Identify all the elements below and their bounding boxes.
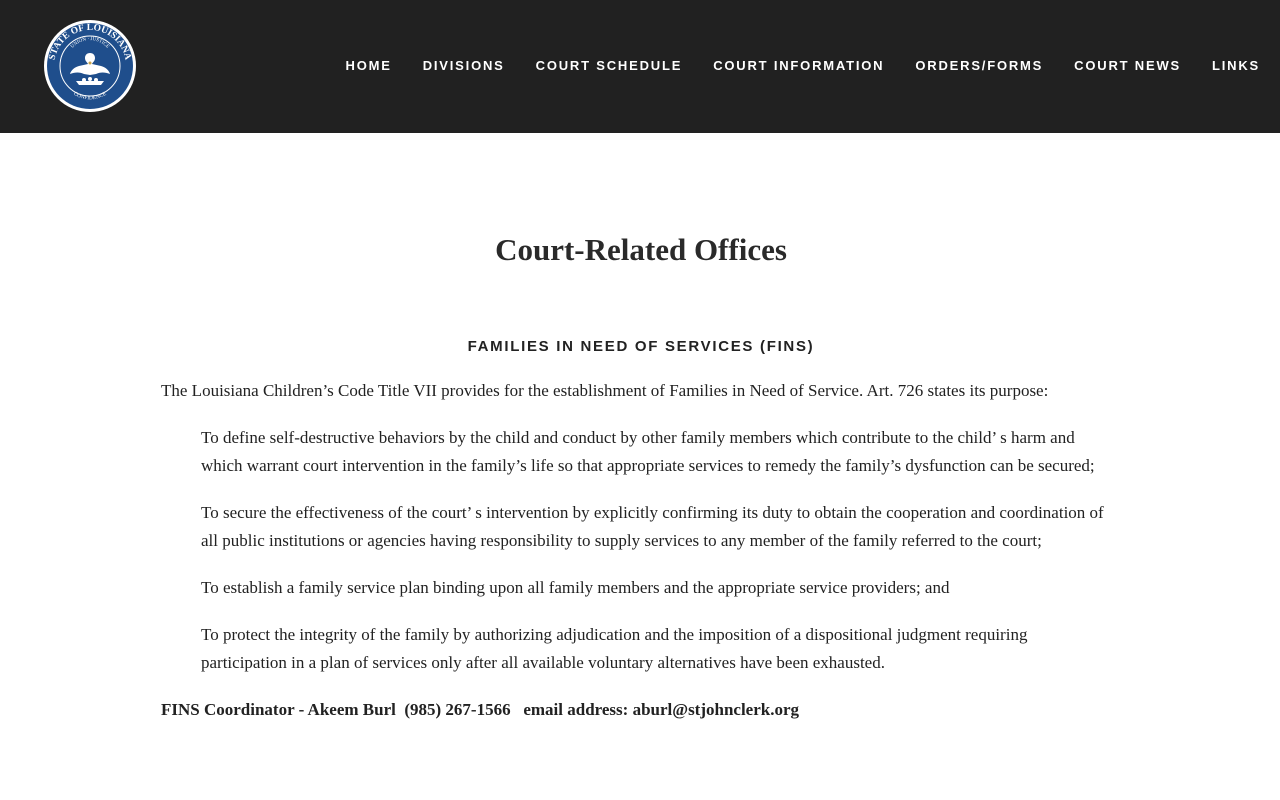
page-title: Court-Related Offices	[495, 232, 787, 267]
intro-paragraph: The Louisiana Children’s Code Title VII provides for the establishment of Families in Need of Service. Art. 726 states its purpose:	[161, 380, 1049, 400]
nav-home[interactable]: HOME	[345, 58, 392, 73]
svg-text:UNION · JUSTICE: UNION · JUSTICE	[70, 36, 110, 50]
nav-divisions[interactable]: DIVISIONS	[422, 58, 505, 73]
nav-court-information[interactable]: COURT INFORMATION	[713, 58, 885, 73]
section-heading: FAMILIES IN NEED OF SERVICES (FINS)	[467, 338, 815, 356]
purpose-item: To define self-destructive behaviors by the child and conduct by other family members which contribute to the child’ s harm and which warrant court intervention in the family’s life so that appropriate services to remedy the family’s dysfunction can be secured;	[201, 427, 1095, 475]
svg-text:STATE OF LOUISIANA: STATE OF LOUISIANA	[47, 22, 133, 61]
main-nav	[346, 58, 1261, 73]
nav-court-news[interactable]: COURT NEWS	[1074, 58, 1181, 73]
purpose-item: To protect the integrity of the family by authorizing adjudication and the imposition of a dispositional judgment requiring participation in a plan of services only after all available voluntary alternatives have been exhausted.	[201, 624, 1028, 672]
nav-links[interactable]: LINKS	[1212, 58, 1260, 73]
site-header	[0, 0, 1280, 133]
fins-contact-info: FINS Coordinator - Akeem Burl (985) 267-1566 email address: aburl@stjohnclerk.org	[161, 699, 800, 719]
purpose-item: To secure the effectiveness of the court’ s intervention by explicitly confirming its duty to obtain the cooperation and coordination of all public institutions or agencies having responsibility to supply services to any member of the family referred to the court;	[201, 502, 1104, 550]
nav-court-schedule[interactable]: COURT SCHEDULE	[535, 58, 683, 73]
svg-text:CONFIDENCE: CONFIDENCE	[72, 90, 108, 102]
purpose-list	[161, 424, 1121, 677]
main-content	[159, 133, 1121, 724]
louisiana-seal-icon	[43, 19, 137, 113]
nav-orders-forms[interactable]: ORDERS/FORMS	[915, 58, 1044, 73]
purpose-item: To establish a family service plan binding upon all family members and the appropriate service providers; and	[201, 577, 950, 597]
